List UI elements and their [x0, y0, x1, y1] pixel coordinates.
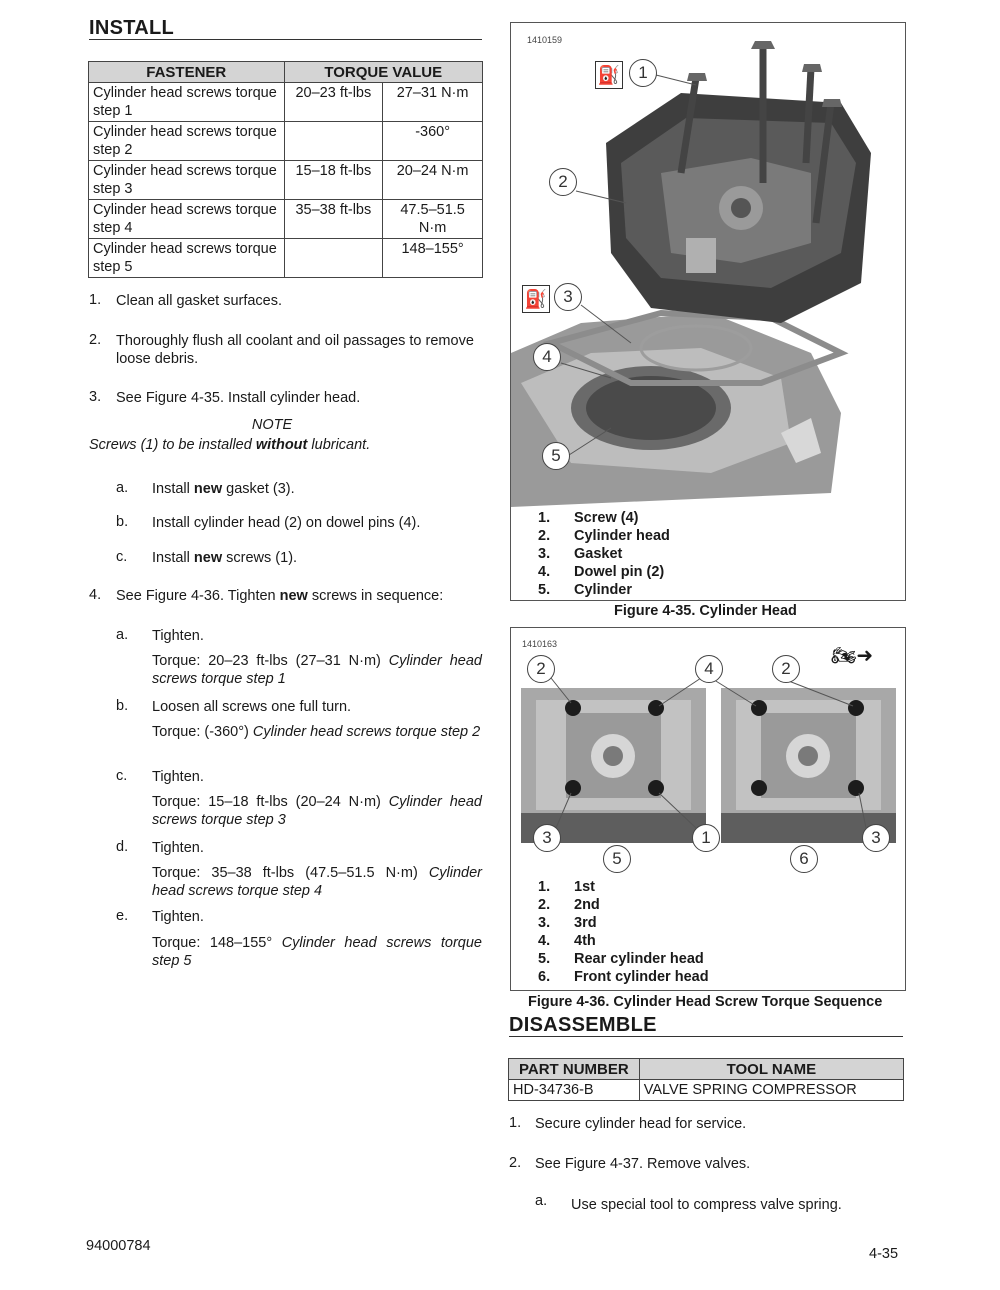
callout-marker: 1	[629, 59, 657, 87]
figure-caption: Figure 4-35. Cylinder Head	[614, 603, 797, 619]
table-row	[89, 83, 483, 122]
step-text: See Figure 4-35. Install cylinder head.	[116, 390, 361, 406]
install-heading: INSTALL	[89, 17, 175, 39]
step-text: Secure cylinder head for service.	[535, 1116, 747, 1132]
legend-item: 3. Gasket	[538, 546, 623, 562]
torque-imperial-cell: 20–23 ft-lbs	[284, 83, 383, 122]
no-lubricant-icon: ⛽	[595, 61, 623, 89]
torque-imperial-cell	[284, 239, 383, 278]
note-title: NOTE	[251, 417, 293, 433]
col-header-part-number: PART NUMBER	[509, 1059, 640, 1080]
substep-letter: b.	[116, 514, 129, 530]
torque-metric-cell: 47.5–51.5 N·m	[383, 200, 483, 239]
step-text: See Figure 4-37. Remove valves.	[535, 1156, 751, 1172]
substep-letter: a.	[116, 627, 129, 643]
col-header-torque: TORQUE VALUE	[284, 62, 482, 83]
callout-marker: 5	[603, 845, 631, 873]
callout-marker: 5	[542, 442, 570, 470]
torque-metric-cell: 27–31 N·m	[383, 83, 483, 122]
substep-text: Use special tool to compress valve spring.	[571, 1197, 842, 1213]
figure-4-36	[510, 627, 906, 991]
step-number: 1.	[509, 1115, 522, 1131]
torque-spec: Torque: 20–23 ft-lbs (27–31 N·m) Cylinder head screws torque step 1	[152, 653, 482, 687]
step-number: 2.	[89, 332, 102, 348]
step-number: 4.	[89, 587, 102, 603]
tool-name-cell: VALVE SPRING COMPRESSOR	[639, 1080, 903, 1101]
torque-metric-cell: -360°	[383, 122, 483, 161]
callout-marker: 3	[554, 283, 582, 311]
torque-imperial-cell: 35–38 ft-lbs	[284, 200, 383, 239]
fastener-cell: Cylinder head screws torque step 2	[89, 122, 285, 161]
fastener-cell: Cylinder head screws torque step 1	[89, 83, 285, 122]
step-number: 3.	[89, 389, 102, 405]
figure-4-35	[510, 22, 906, 601]
substep-letter: c.	[116, 768, 128, 784]
callout-marker: 6	[790, 845, 818, 873]
step-text: Thoroughly flush all coolant and oil passages to remove loose debris.	[116, 333, 474, 367]
substep-letter: a.	[116, 480, 129, 496]
document-number: 94000784	[86, 1238, 151, 1254]
legend-item: 6. Front cylinder head	[538, 969, 709, 985]
substep-text: Install new screws (1).	[152, 550, 298, 566]
motorcycle-direction-icon: 🏍➜	[831, 645, 874, 667]
fastener-cell: Cylinder head screws torque step 5	[89, 239, 285, 278]
page-number: 4-35	[869, 1246, 899, 1262]
note-text: Screws (1) to be installed without lubricant.	[89, 437, 371, 453]
part-number-cell: HD-34736-B	[509, 1080, 640, 1101]
figure-legend	[538, 509, 670, 599]
torque-spec: Torque: (-360°) Cylinder head screws torque step 2	[152, 724, 481, 740]
legend-item: 5. Rear cylinder head	[538, 951, 704, 967]
torque-imperial-cell	[284, 122, 383, 161]
legend-item: 1. 1st	[538, 879, 595, 895]
substep-text: Loosen all screws one full turn.	[152, 699, 352, 715]
callout-marker: 3	[533, 824, 561, 852]
step-text: Clean all gasket surfaces.	[116, 293, 283, 309]
table-row	[89, 239, 483, 278]
torque-imperial-cell: 15–18 ft-lbs	[284, 161, 383, 200]
fastener-cell: Cylinder head screws torque step 4	[89, 200, 285, 239]
torque-table	[88, 61, 483, 278]
heading-rule	[89, 39, 482, 40]
substep-letter: e.	[116, 908, 129, 924]
substep-letter: c.	[116, 549, 128, 565]
callout-marker: 4	[695, 655, 723, 683]
substep-letter: d.	[116, 839, 129, 855]
legend-item: 3. 3rd	[538, 915, 597, 931]
table-row	[89, 122, 483, 161]
torque-metric-cell: 148–155°	[383, 239, 483, 278]
tool-table	[508, 1058, 904, 1101]
torque-spec: Torque: 148–155° Cylinder head screws torque step 5	[152, 935, 482, 969]
fastener-cell: Cylinder head screws torque step 3	[89, 161, 285, 200]
torque-metric-cell: 20–24 N·m	[383, 161, 483, 200]
torque-spec: Torque: 15–18 ft-lbs (20–24 N·m) Cylinder head screws torque step 3	[152, 794, 482, 828]
substep-text: Install new gasket (3).	[152, 481, 295, 497]
legend-item: 4. 4th	[538, 933, 596, 949]
col-header-fastener: FASTENER	[89, 62, 285, 83]
substep-text: Tighten.	[152, 909, 204, 925]
step-number: 1.	[89, 292, 102, 308]
substep-text: Install cylinder head (2) on dowel pins (4).	[152, 515, 421, 531]
substep-text: Tighten.	[152, 840, 204, 856]
table-row	[89, 161, 483, 200]
callout-marker: 3	[862, 824, 890, 852]
callout-marker: 2	[549, 168, 577, 196]
substep-text: Tighten.	[152, 628, 204, 644]
table-row	[89, 200, 483, 239]
legend-item: 2. 2nd	[538, 897, 600, 913]
substep-letter: a.	[535, 1193, 548, 1209]
legend-item: 1. Screw (4)	[538, 510, 639, 526]
callout-marker: 2	[527, 655, 555, 683]
callout-marker: 4	[533, 343, 561, 371]
disassemble-heading: DISASSEMBLE	[509, 1014, 657, 1036]
legend-item: 4. Dowel pin (2)	[538, 564, 665, 580]
table-row	[509, 1080, 904, 1101]
callout-marker: 1	[692, 824, 720, 852]
col-header-tool-name: TOOL NAME	[639, 1059, 903, 1080]
figure-id: 1410159	[527, 35, 563, 45]
no-lubricant-icon: ⛽	[522, 285, 550, 313]
legend-item: 2. Cylinder head	[538, 528, 670, 544]
substep-text: Tighten.	[152, 769, 204, 785]
heading-rule	[509, 1036, 903, 1037]
step-text: See Figure 4-36. Tighten new screws in sequence:	[116, 588, 444, 604]
figure-caption: Figure 4-36. Cylinder Head Screw Torque Sequence	[528, 994, 883, 1010]
legend-item: 5. Cylinder	[538, 582, 633, 598]
figure-id: 1410163	[522, 639, 558, 649]
torque-spec: Torque: 35–38 ft-lbs (47.5–51.5 N·m) Cylinder head screws torque step 4	[152, 865, 482, 899]
substep-letter: b.	[116, 698, 129, 714]
callout-marker: 2	[772, 655, 800, 683]
figure-legend	[538, 878, 709, 986]
step-number: 2.	[509, 1155, 522, 1171]
cylinder-head-exploded-illustration	[511, 23, 905, 507]
